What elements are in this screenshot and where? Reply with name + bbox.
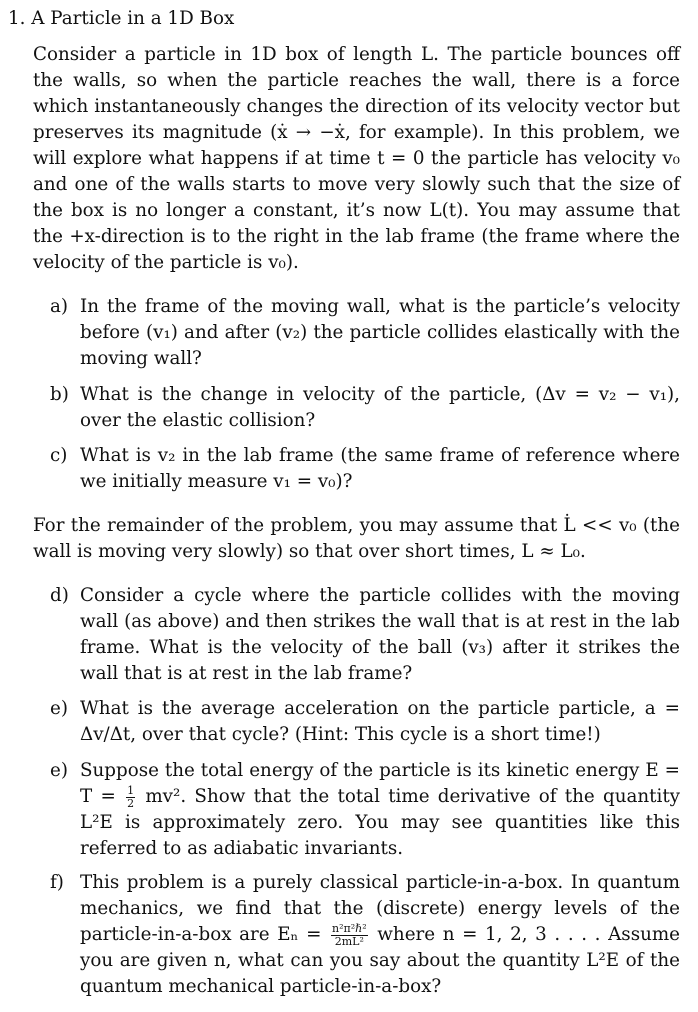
part-e2-text-after: mv². Show that the total time derivative of the quantity L²E is approximately zero. You may see quantities like this referred to as adiabatic invariants. (80, 786, 681, 859)
part-b-text: What is the change in velocity of the particle, (Δv = v₂ − v₁), over the elastic collision? (80, 384, 680, 431)
part-b (50, 382, 680, 434)
part-f (50, 870, 680, 1000)
part-e1-label: e) (50, 698, 68, 719)
energy-level-fraction (331, 923, 368, 948)
intro-paragraph: Consider a particle in 1D box of length L. The particle bounces off the walls, so when the particle reaches the wall, there is a force which instantaneously changes the direction of its velocity vector but preserves its magnitude (ẋ → −ẋ, for example). In this problem, we will explore what happens if at time t = 0 the particle has velocity v₀ and one of the walls starts to move very slowly such that the size of the box is no longer a constant, it’s now L(t). You may assume that the +x-direction is to the right in the lab frame (the frame where the velocity of the particle is v₀). (33, 44, 680, 273)
energy-level-numerator: n²π²ℏ² (332, 921, 367, 935)
one-half-denominator: 2 (127, 796, 135, 810)
part-c-text: What is v₂ in the lab frame (the same frame of reference where we initially measure v₁ = v₀)? (80, 445, 680, 492)
problem-heading: 1. A Particle in a 1D Box (8, 8, 235, 29)
part-c-label: c) (50, 445, 68, 466)
part-a (50, 294, 680, 372)
part-f-text-before: This problem is a purely classical particle-in-a-box. In quantum mechanics, we find that the (discrete) energy levels of the particle-in-a-box are Eₙ = (80, 872, 680, 945)
part-e2 (50, 758, 680, 862)
energy-level-denominator: 2mL² (334, 934, 364, 948)
part-e2-text-before: Suppose the total energy of the particle is its kinetic energy E = T = (80, 760, 680, 807)
part-b-label: b) (50, 384, 69, 405)
part-f-label: f) (50, 872, 64, 893)
part-d-text: Consider a cycle where the particle collides with the moving wall (as above) and then strikes the wall that is at rest in the lab frame. What is the velocity of the ball (v₃) after it strikes the wall that is at rest in the lab frame? (80, 585, 680, 684)
part-f-text-after: where n = 1, 2, 3 . . . . Assume you are given n, what can you say about the quantity L²E of the quantum mechanical particle-in-a-box? (80, 924, 680, 997)
part-c (50, 443, 680, 495)
part-a-text: In the frame of the moving wall, what is the particle’s velocity before (v₁) and after (v₂) the particle collides elastically with the moving wall? (80, 296, 680, 369)
part-a-label: a) (50, 296, 69, 317)
one-half-fraction (126, 785, 135, 810)
part-e1 (50, 696, 680, 748)
part-d (50, 583, 680, 687)
one-half-numerator: 1 (127, 783, 135, 797)
part-f-text (80, 870, 680, 1000)
remainder-paragraph: For the remainder of the problem, you may assume that L̇ << v₀ (the wall is moving very slowly) so that over short times, L ≈ L₀. (33, 515, 680, 562)
part-d-label: d) (50, 585, 69, 606)
part-e1-text: What is the average acceleration on the particle particle, a = Δv/Δt, over that cycle? (Hint: This cycle is a short time!) (80, 698, 680, 745)
part-e2-text (80, 758, 680, 862)
part-e2-label: e) (50, 760, 68, 781)
